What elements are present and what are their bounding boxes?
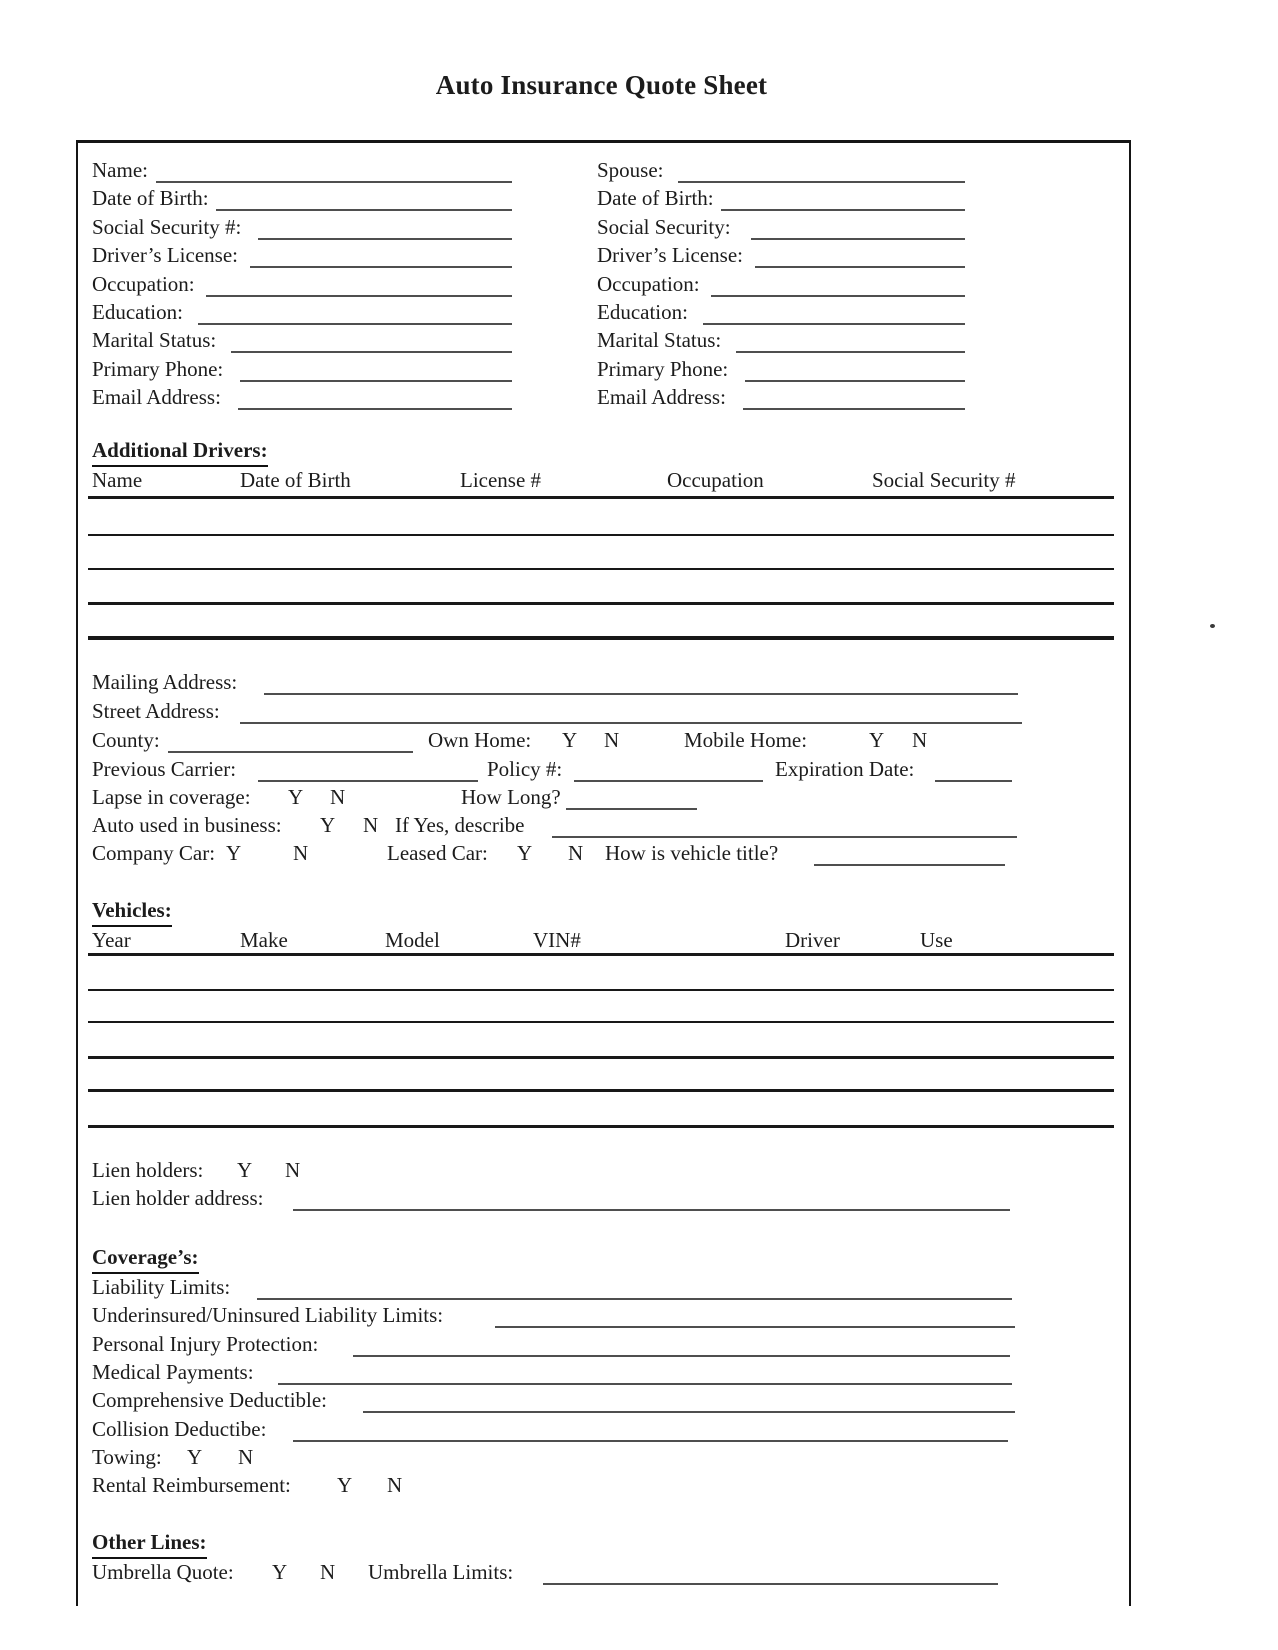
how-long-line[interactable] <box>566 808 697 810</box>
vehicle-row-1-line[interactable] <box>88 989 1114 991</box>
spouse-occupation-label: Occupation: <box>597 272 700 296</box>
collision-deductible-line[interactable] <box>293 1440 1008 1442</box>
spouse-dob-row <box>597 184 965 212</box>
applicant-license-line[interactable] <box>250 266 512 268</box>
applicant-ssn-row <box>92 213 512 241</box>
spouse-name-label: Spouse: <box>597 158 664 182</box>
scan-artifact-dot <box>1210 624 1215 628</box>
vehicle-row-5-line[interactable] <box>88 1125 1114 1128</box>
expiration-date-label: Expiration Date: <box>775 757 915 781</box>
vehicles-header-rule <box>88 953 1114 956</box>
additional-drivers-header-rule <box>88 496 1114 499</box>
auto-business-no-option[interactable]: N <box>363 813 379 837</box>
towing-yes-option[interactable]: Y <box>187 1445 203 1469</box>
applicant-education-row <box>92 298 512 326</box>
lien-holders-label: Lien holders: <box>92 1158 204 1182</box>
applicant-phone-label: Primary Phone: <box>92 357 224 381</box>
umbrella-quote-label: Umbrella Quote: <box>92 1560 234 1584</box>
rental-reimbursement-yes-option[interactable]: Y <box>337 1473 353 1497</box>
county-row <box>92 726 1025 754</box>
liability-limits-row <box>92 1273 1025 1301</box>
mailing-address-label: Mailing Address: <box>92 670 238 694</box>
lien-holders-yes-option[interactable]: Y <box>237 1158 253 1182</box>
company-car-no-option[interactable]: N <box>293 841 309 865</box>
own-home-yes-option[interactable]: Y <box>562 728 578 752</box>
additional-drivers-heading: Additional Drivers: <box>92 436 268 467</box>
rental-reimbursement-label: Rental Reimbursement: <box>92 1473 291 1497</box>
spouse-license-row <box>597 241 965 269</box>
leased-car-yes-option[interactable]: Y <box>517 841 533 865</box>
applicant-education-line[interactable] <box>198 323 512 325</box>
umbrella-limits-label: Umbrella Limits: <box>368 1560 514 1584</box>
spouse-email-line[interactable] <box>743 408 965 410</box>
applicant-education-label: Education: <box>92 300 183 324</box>
applicant-name-line[interactable] <box>156 181 512 183</box>
spouse-dob-label: Date of Birth: <box>597 186 714 210</box>
rental-reimbursement-row <box>92 1471 1025 1499</box>
applicant-marital-label: Marital Status: <box>92 328 217 352</box>
personal-injury-label: Personal Injury Protection: <box>92 1332 319 1356</box>
coverages-heading-row <box>92 1243 1025 1271</box>
lapse-yes-option[interactable]: Y <box>288 785 304 809</box>
page-title: Auto Insurance Quote Sheet <box>435 70 768 100</box>
additional-drivers-header-row <box>92 466 1025 494</box>
spouse-ssn-row <box>597 213 965 241</box>
county-label: County: <box>92 728 160 752</box>
lien-holder-address-label: Lien holder address: <box>92 1186 264 1210</box>
additional-driver-row-1-line[interactable] <box>88 534 1114 536</box>
county-line[interactable] <box>168 751 413 753</box>
auto-business-label: Auto used in business: <box>92 813 282 837</box>
vehicle-title-label: How is vehicle title? <box>605 841 779 865</box>
adl-col-dob: Date of Birth <box>240 468 351 492</box>
applicant-phone-row <box>92 355 512 383</box>
applicant-email-line[interactable] <box>238 408 512 410</box>
street-address-label: Street Address: <box>92 699 220 723</box>
medical-payments-line[interactable] <box>278 1383 1012 1385</box>
business-use-describe-line[interactable] <box>552 836 1017 838</box>
spouse-marital-label: Marital Status: <box>597 328 722 352</box>
own-home-label: Own Home: <box>428 728 532 752</box>
personal-injury-line[interactable] <box>353 1355 1010 1357</box>
spouse-education-line[interactable] <box>703 323 965 325</box>
collision-deductible-label: Collision Deductibe: <box>92 1417 267 1441</box>
lien-holder-address-row <box>92 1184 1025 1212</box>
applicant-phone-line[interactable] <box>240 380 512 382</box>
vehicle-row-2-line[interactable] <box>88 1021 1114 1023</box>
vehicles-heading: Vehicles: <box>92 896 172 927</box>
spouse-email-row <box>597 383 965 411</box>
medical-payments-label: Medical Payments: <box>92 1360 254 1384</box>
previous-carrier-label: Previous Carrier: <box>92 757 237 781</box>
mobile-home-yes-option[interactable]: Y <box>869 728 885 752</box>
spouse-occupation-line[interactable] <box>711 295 965 297</box>
vehicle-row-3-line[interactable] <box>88 1056 1114 1059</box>
applicant-marital-line[interactable] <box>231 351 512 353</box>
mobile-home-label: Mobile Home: <box>684 728 808 752</box>
veh-col-make: Make <box>240 928 288 952</box>
additional-driver-row-3-line[interactable] <box>88 602 1114 605</box>
underinsured-limits-line[interactable] <box>495 1326 1015 1328</box>
applicant-occupation-line[interactable] <box>206 295 512 297</box>
medical-payments-row <box>92 1358 1025 1386</box>
spouse-ssn-label: Social Security: <box>597 215 731 239</box>
auto-business-yes-option[interactable]: Y <box>320 813 336 837</box>
previous-carrier-row <box>92 755 1025 783</box>
personal-injury-row <box>92 1330 1025 1358</box>
vehicles-heading-row <box>92 896 1025 924</box>
applicant-occupation-row <box>92 270 512 298</box>
applicant-dob-row <box>92 184 512 212</box>
comprehensive-deductible-row <box>92 1386 1025 1414</box>
applicant-occupation-label: Occupation: <box>92 272 195 296</box>
towing-no-option[interactable]: N <box>238 1445 254 1469</box>
lien-holders-row <box>92 1156 1025 1184</box>
how-long-label: How Long? <box>461 785 561 809</box>
company-car-label: Company Car: <box>92 841 216 865</box>
spouse-education-label: Education: <box>597 300 688 324</box>
previous-carrier-line[interactable] <box>258 780 478 782</box>
policy-number-line[interactable] <box>574 780 763 782</box>
veh-col-vin: VIN# <box>533 928 581 952</box>
adl-col-occupation: Occupation <box>667 468 764 492</box>
coverages-heading: Coverage’s: <box>92 1243 199 1274</box>
towing-label: Towing: <box>92 1445 162 1469</box>
umbrella-row <box>92 1558 1025 1586</box>
lapse-row <box>92 783 1025 811</box>
applicant-ssn-line[interactable] <box>258 238 512 240</box>
other-lines-heading: Other Lines: <box>92 1528 207 1559</box>
liability-limits-label: Liability Limits: <box>92 1275 231 1299</box>
leased-car-no-option[interactable]: N <box>568 841 584 865</box>
spouse-phone-label: Primary Phone: <box>597 357 729 381</box>
towing-row <box>92 1443 1025 1471</box>
own-home-no-option[interactable]: N <box>604 728 620 752</box>
mailing-address-row <box>92 668 1025 696</box>
other-lines-heading-row <box>92 1528 1025 1556</box>
rental-reimbursement-no-option[interactable]: N <box>387 1473 403 1497</box>
vehicles-header-row <box>92 926 1025 954</box>
spouse-ssn-line[interactable] <box>751 238 965 240</box>
mailing-address-line[interactable] <box>264 693 1018 695</box>
spouse-dob-line[interactable] <box>721 209 965 211</box>
applicant-marital-row <box>92 326 512 354</box>
umbrella-quote-no-option[interactable]: N <box>320 1560 336 1584</box>
applicant-ssn-label: Social Security #: <box>92 215 242 239</box>
spouse-license-line[interactable] <box>755 266 965 268</box>
mobile-home-no-option[interactable]: N <box>912 728 928 752</box>
auto-business-row <box>92 811 1025 839</box>
applicant-dob-line[interactable] <box>216 209 512 211</box>
umbrella-quote-yes-option[interactable]: Y <box>272 1560 288 1584</box>
applicant-name-row <box>92 156 512 184</box>
comprehensive-deductible-line[interactable] <box>363 1411 1015 1413</box>
veh-col-driver: Driver <box>785 928 840 952</box>
lapse-label: Lapse in coverage: <box>92 785 251 809</box>
applicant-email-label: Email Address: <box>92 385 221 409</box>
vehicle-title-line[interactable] <box>814 864 1005 866</box>
lapse-no-option[interactable]: N <box>330 785 346 809</box>
collision-deductible-row <box>92 1415 1025 1443</box>
additional-drivers-heading-row <box>92 436 1025 464</box>
additional-driver-row-2-line[interactable] <box>88 568 1114 570</box>
spouse-license-label: Driver’s License: <box>597 243 743 267</box>
comprehensive-deductible-label: Comprehensive Deductible: <box>92 1388 328 1412</box>
veh-col-year: Year <box>92 928 131 952</box>
applicant-license-row <box>92 241 512 269</box>
spouse-occupation-row <box>597 270 965 298</box>
expiration-date-line[interactable] <box>935 780 1012 782</box>
applicant-name-label: Name: <box>92 158 148 182</box>
vehicle-row-4-line[interactable] <box>88 1089 1114 1092</box>
street-address-row <box>92 697 1025 725</box>
spouse-phone-line[interactable] <box>745 380 965 382</box>
underinsured-limits-label: Underinsured/Uninsured Liability Limits: <box>92 1303 444 1327</box>
lien-holder-address-line[interactable] <box>293 1209 1010 1211</box>
company-car-row <box>92 839 1025 867</box>
if-yes-describe-label: If Yes, describe <box>395 813 525 837</box>
street-address-line[interactable] <box>240 722 1022 724</box>
spouse-name-row <box>597 156 965 184</box>
applicant-email-row <box>92 383 512 411</box>
additional-driver-row-4-line[interactable] <box>88 636 1114 640</box>
leased-car-label: Leased Car: <box>387 841 488 865</box>
spouse-marital-line[interactable] <box>736 351 965 353</box>
spouse-email-label: Email Address: <box>597 385 726 409</box>
veh-col-use: Use <box>920 928 953 952</box>
adl-col-license: License # <box>460 468 542 492</box>
adl-col-name: Name <box>92 468 143 492</box>
company-car-yes-option[interactable]: Y <box>226 841 242 865</box>
umbrella-limits-line[interactable] <box>543 1583 998 1585</box>
adl-col-ssn: Social Security # <box>872 468 1016 492</box>
applicant-license-label: Driver’s License: <box>92 243 238 267</box>
spouse-name-line[interactable] <box>678 181 965 183</box>
lien-holders-no-option[interactable]: N <box>285 1158 301 1182</box>
policy-number-label: Policy #: <box>487 757 563 781</box>
spouse-education-row <box>597 298 965 326</box>
liability-limits-line[interactable] <box>257 1298 1012 1300</box>
spouse-phone-row <box>597 355 965 383</box>
applicant-dob-label: Date of Birth: <box>92 186 209 210</box>
underinsured-limits-row <box>92 1301 1025 1329</box>
veh-col-model: Model <box>385 928 440 952</box>
spouse-marital-row <box>597 326 965 354</box>
